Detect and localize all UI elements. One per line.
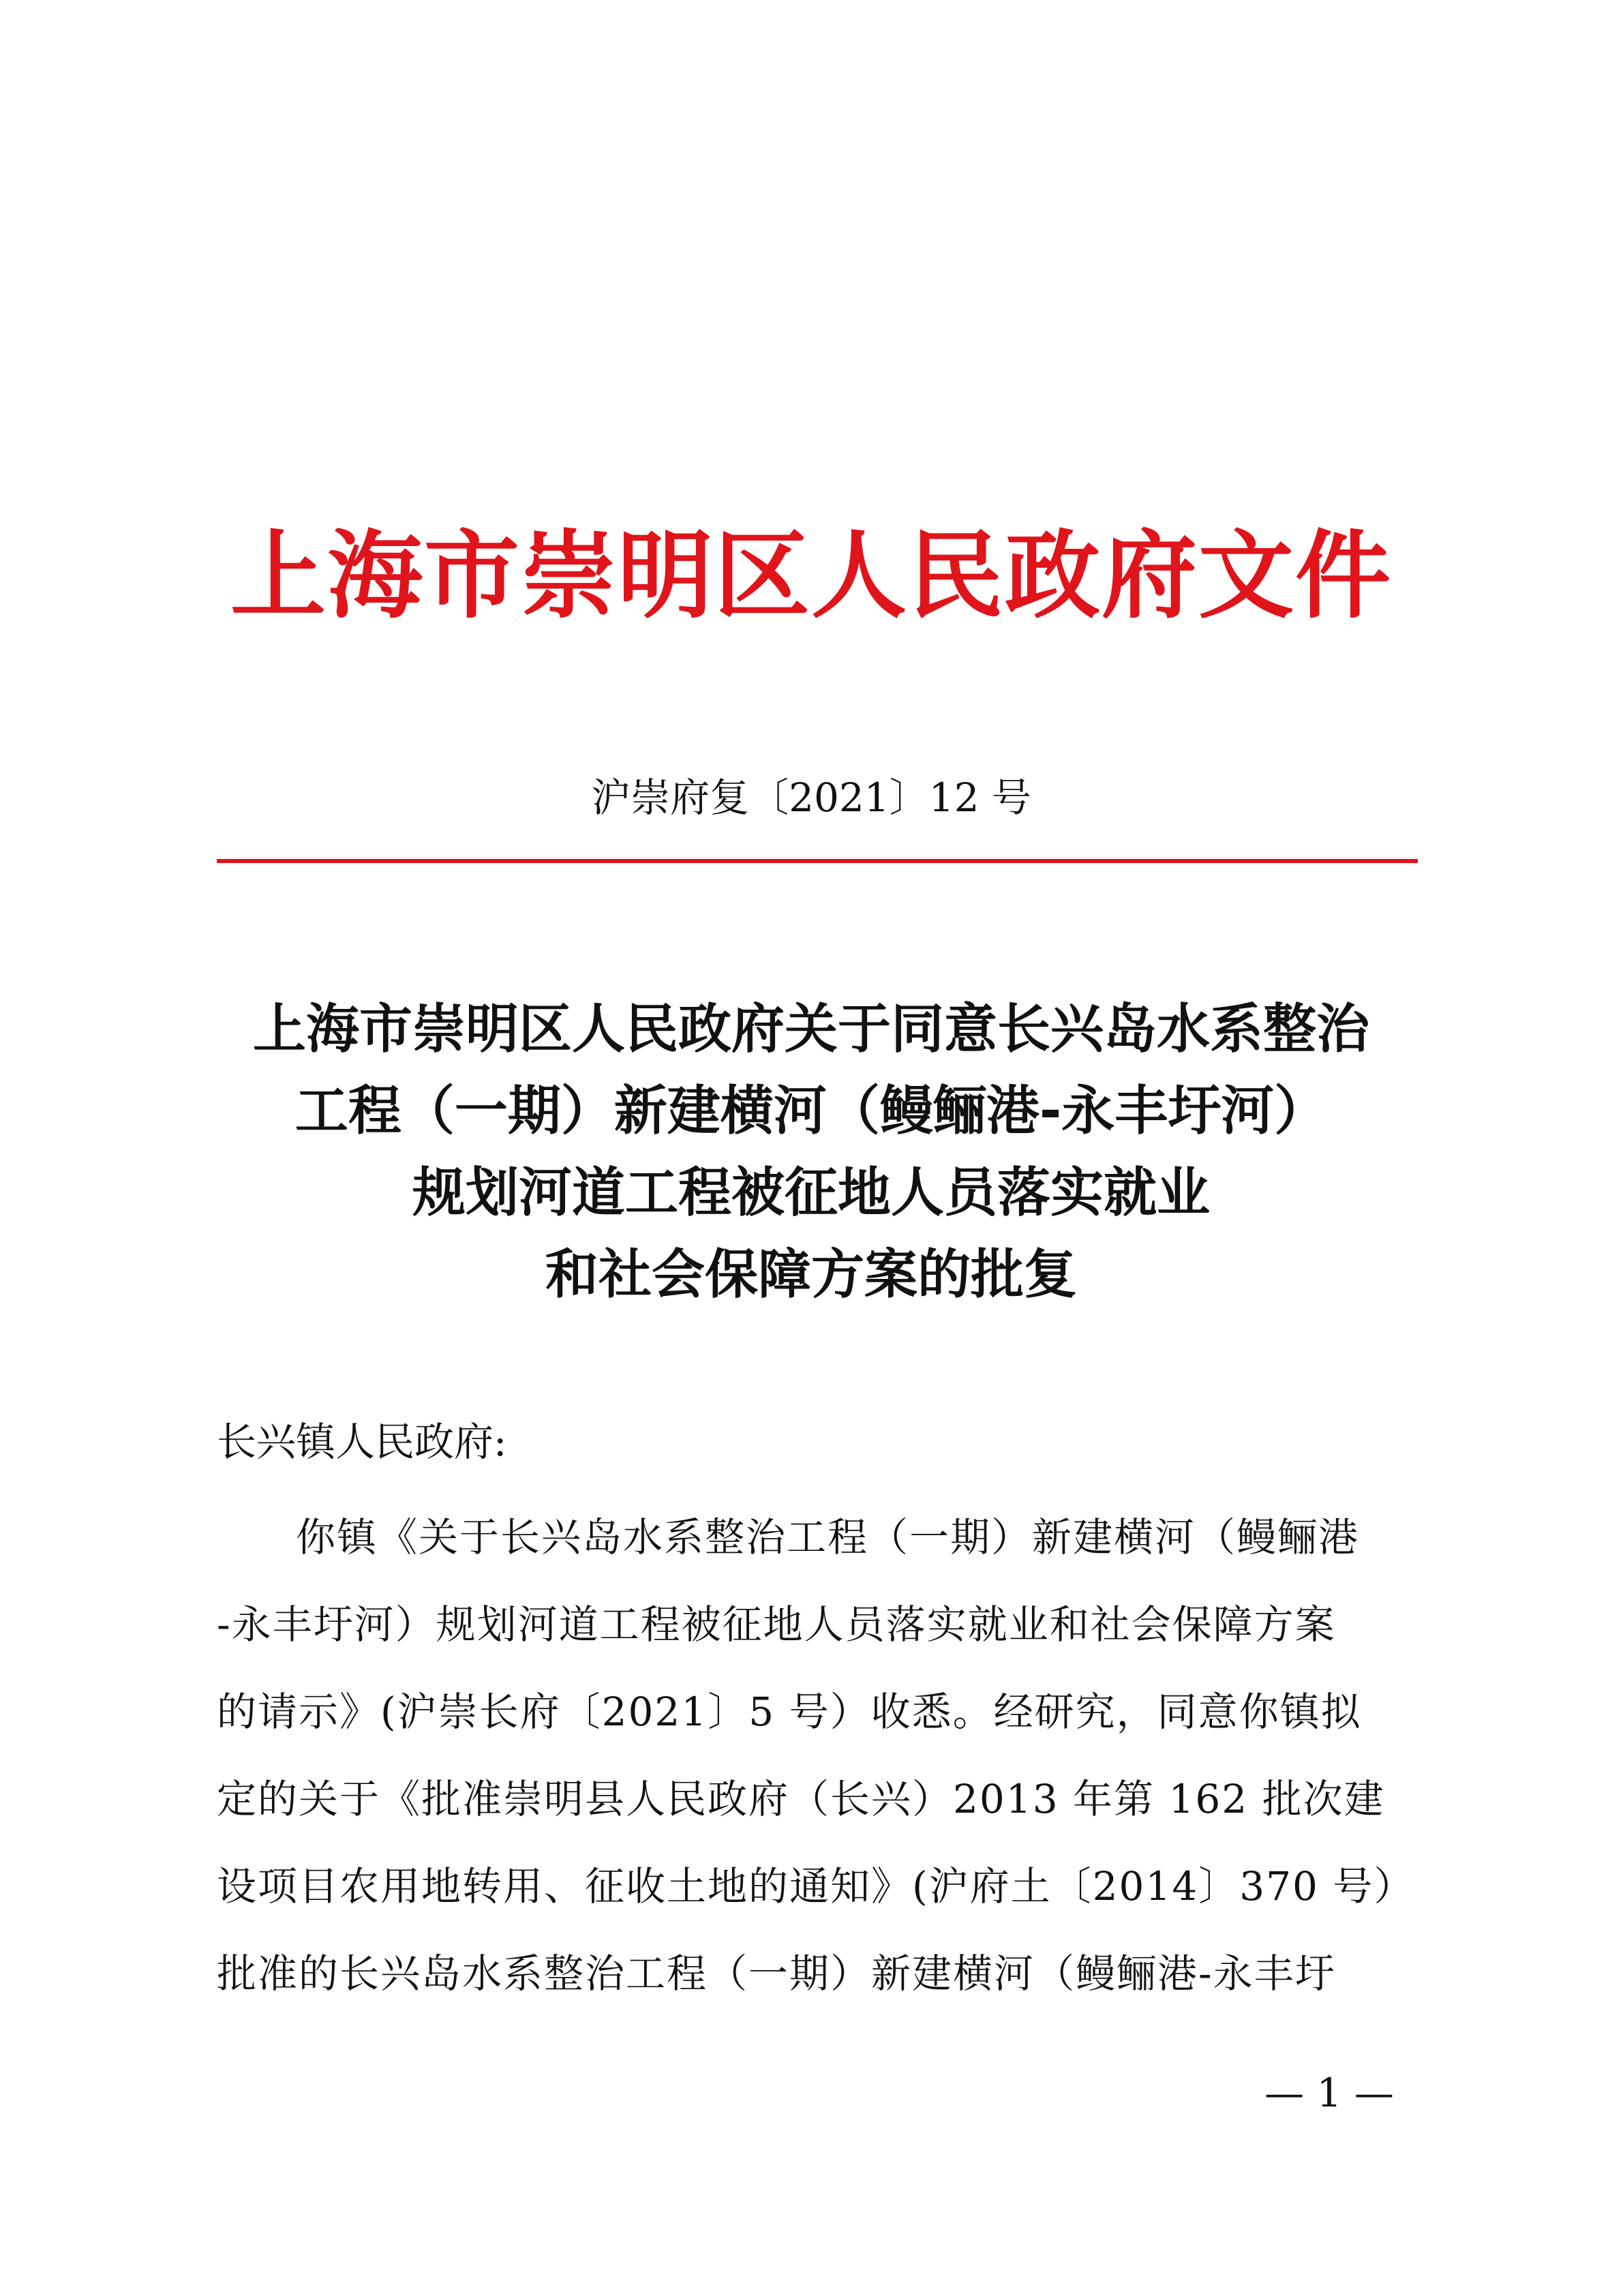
red-divider-rule xyxy=(217,859,1418,863)
body-line: -永丰圩河）规划河道工程被征地人员落实就业和社会保障方案 xyxy=(217,1601,1336,1648)
title-line: 和社会保障方案的批复 xyxy=(545,1244,1077,1305)
document-body xyxy=(217,1415,1418,2034)
salutation: 长兴镇人民政府: xyxy=(217,1419,507,1465)
body-paragraph xyxy=(217,1510,1418,2034)
body-line: 的请示》(沪崇长府〔2021〕5 号）收悉。经研究，同意你镇拟 xyxy=(217,1689,1362,1735)
title-line: 规划河道工程被征地人员落实就业 xyxy=(412,1162,1210,1224)
masthead-title: 上海市崇明区人民政府文件 xyxy=(230,520,1392,632)
title-line: 上海市崇明区人民政府关于同意长兴岛水系整治 xyxy=(252,999,1369,1060)
body-line: 你镇《关于长兴岛水系整治工程（一期）新建横河（鳗鲡港 xyxy=(296,1514,1360,1560)
page-number: — 1 — xyxy=(1264,2070,1394,2116)
document-number: 沪崇府复〔2021〕12 号 xyxy=(591,774,1031,821)
document-title xyxy=(204,988,1418,1316)
body-line: 定的关于《批准崇明县人民政府（长兴）2013 年第 162 批次建 xyxy=(217,1776,1385,1822)
title-line: 工程（一期）新建横河（鳗鲡港-永丰圩河） xyxy=(294,1081,1328,1142)
body-line: 批准的长兴岛水系整治工程（一期）新建横河（鳗鲡港-永丰圩 xyxy=(217,1950,1336,1997)
body-line: 设项目农用地转用、征收土地的通知》(沪府土〔2014〕370 号） xyxy=(217,1863,1415,1909)
